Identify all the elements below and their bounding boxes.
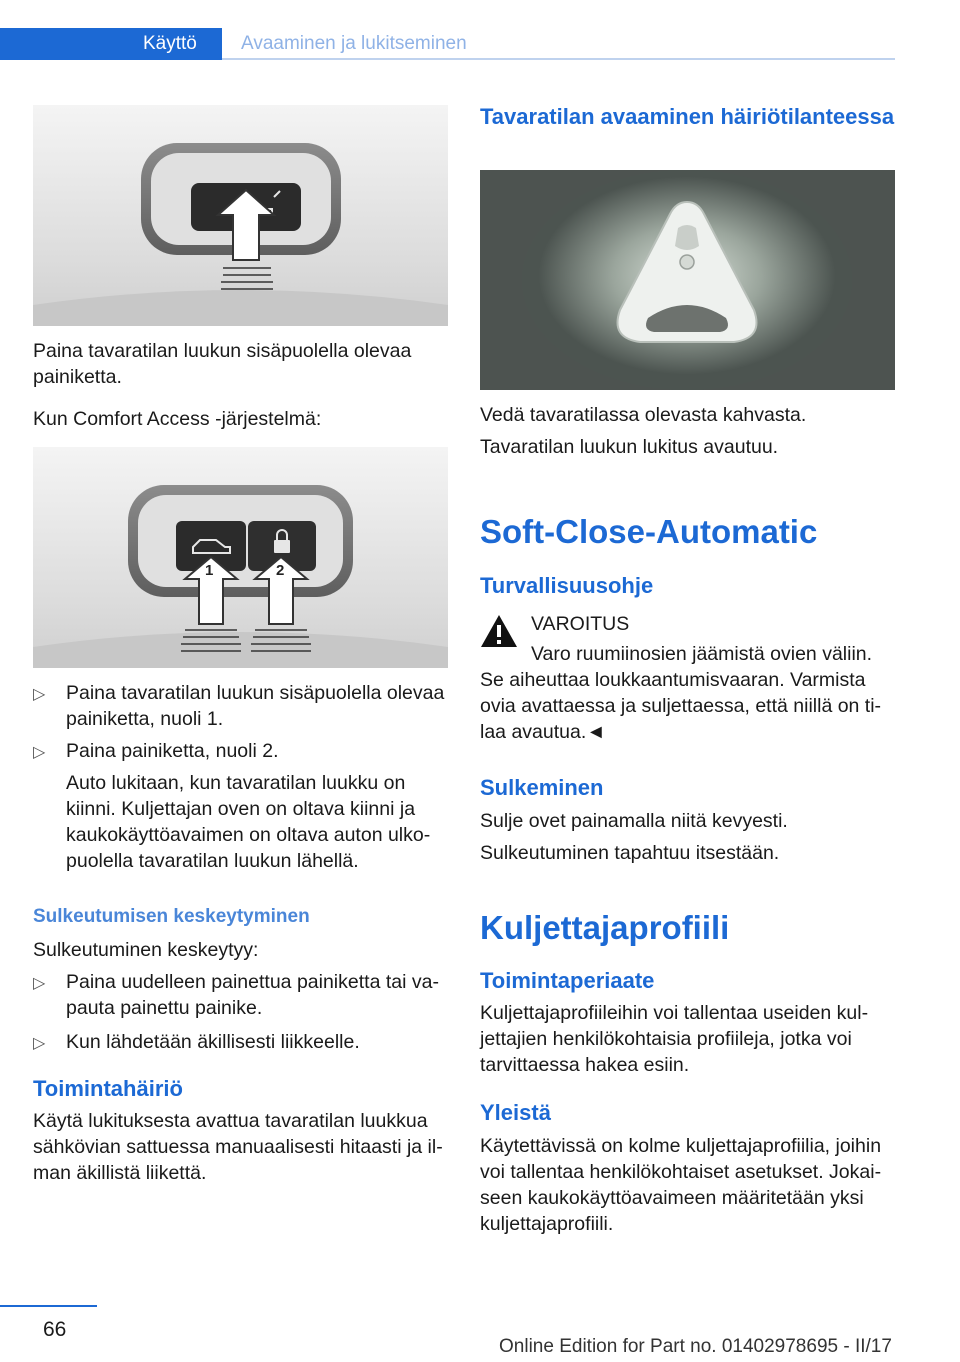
arrow-2-label: 2 [276,562,285,579]
trunk-lock-buttons-image [33,447,448,668]
chapter-label: Käyttö [143,33,197,54]
warning-triangle-icon [480,614,518,648]
section-title: Avaaminen ja lukitseminen [241,33,467,54]
bullet-b-1: Paina uudelleen painettua painiketta tai va‐pauta painettu painike. [66,971,439,1019]
principle-text: Kuljettajaprofiileihin voi tallentaa useiden kul‐jettajien henkilökohtaisia profiileja, jotka voi tarvittaessa hakea esiin. [480,1002,869,1076]
bullet-marker-icon: ▷ [33,1035,46,1052]
bullet-marker-icon: ▷ [33,975,46,992]
trunk-lock-illustration [33,447,448,668]
principle-heading: Toimintaperiaate [480,968,655,993]
general-text: Käytettävissä on kolme kuljettajaprofiilia, joihin voi tallentaa henkilökohtaiset asetukset. Jokai‐seen kaukokäyttöavaimeen määritetään yksi kuljettajaprofiili. [480,1135,882,1235]
trunk-button-illustration [33,105,448,326]
emergency-handle-illustration [480,170,895,390]
interrupt-heading: Sulkeutumisen keskeytyminen [33,906,310,927]
closing-text-1: Sulje ovet painamalla niitä kevyesti. [480,810,788,832]
general-heading: Yleistä [480,1100,551,1125]
chapter-tab[interactable] [0,28,222,60]
bullet-a-2: Paina painiketta, nuoli 2. [66,740,279,762]
profiles-title: Kuljettajaprofiili [480,909,730,946]
page-header [0,28,895,60]
bullet-marker-icon: ▷ [33,744,46,761]
emergency-handle-image [480,170,895,390]
fault-heading: Toimintahäiriö [33,1076,183,1101]
page-number: 66 [43,1318,67,1341]
bullet-a-1: Paina tavaratilan luukun sisäpuolella olevaa painiketta, nuoli 1. [66,682,445,730]
bullet-b-2: Kun lähdetään äkillisesti liikkeelle. [66,1031,360,1053]
interrupt-intro: Sulkeutuminen keskeytyy: [33,939,259,961]
header-rule [222,58,895,60]
arrow-1-label: 1 [205,562,214,579]
fault-text: Käytä lukituksesta avattua tavaratilan luukkua sähkövian sattuessa manuaalisesti hitaasti ja il‐man äkillistä liikettä. [33,1110,443,1184]
emergency-text-1: Vedä tavaratilassa olevasta kahvasta. [480,404,807,426]
warning-title: VAROITUS [531,613,630,635]
soft-close-title: Soft-Close-Automatic [480,513,818,550]
bullet-marker-icon: ▷ [33,686,46,703]
comfort-intro: Kun Comfort Access -järjestelmä: [33,408,322,430]
warning-text: Se aiheuttaa loukkaantumisvaaran. Varmista ovia avattaessa ja suljettaessa, että niillä on ti‐laa avautua.◄ [480,669,882,743]
bullet-a-2-note: Auto lukitaan, kun tavaratilan luukku on kiinni. Kuljettajan oven on oltava kiinni ja kaukokäyttöavaimen on oltava auton ulko‐puolella tavaratilan luukun lähellä. [66,772,431,872]
closing-heading: Sulkeminen [480,775,604,800]
emergency-heading: Tavaratilan avaaminen häiriötilanteessa [480,104,895,129]
img1-caption: Paina tavaratilan luukun sisäpuolella olevaa painiketta. [33,340,412,388]
closing-text-2: Sulkeutuminen tapahtuu itsestään. [480,842,780,864]
safety-heading: Turvallisuusohje [480,573,654,598]
edition-note: Online Edition for Part no. 01402978695 - II/17 [499,1336,892,1357]
warning-line-1: Varo ruumiinosien jäämistä ovien väliin. [531,643,873,665]
emergency-text-2: Tavaratilan luukun lukitus avautuu. [480,436,779,458]
footer-rule [0,1305,97,1307]
trunk-button-image [33,105,448,326]
